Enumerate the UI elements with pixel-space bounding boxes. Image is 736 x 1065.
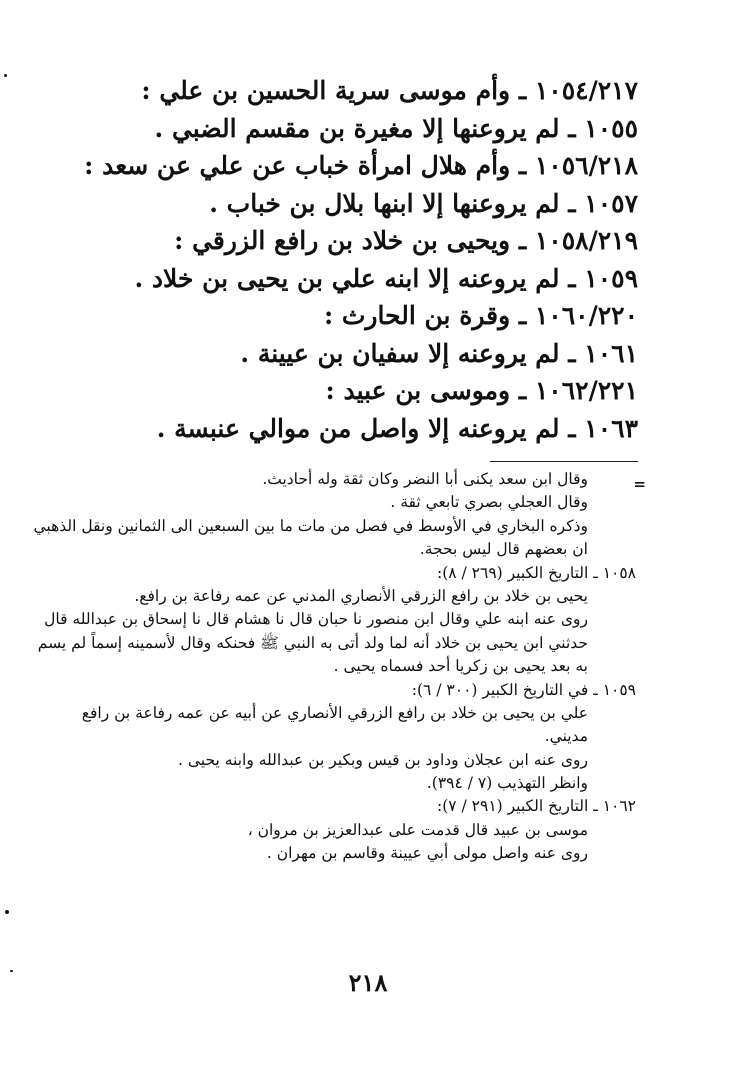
- main-line: ١٠٦١ ـ لم يروعنه إلا سفيان بن عيينة .: [240, 338, 638, 368]
- footnote-line: موسى بن عبيد قال قدمت على عبدالعزيز بن مروان ،: [247, 820, 588, 839]
- footnote-line: حدثني ابن يحيى بن خلاد أنه لما ولد أتى به النبي ﷺ فحنكه وقال لأسمينه إسماً لم يسم: [37, 633, 588, 652]
- footnote-line: روى عنه واصل مولى أبي عيينة وقاسم بن مهران .: [266, 844, 588, 863]
- footnote-heading: ١٠٥٩ ـ في التاريخ الكبير (٣٠٠ / ٦):: [411, 680, 636, 699]
- footnote-continuation-mark: =: [633, 475, 646, 493]
- scan-speck: [5, 910, 9, 914]
- footnote-line: وقال ابن سعد يكنى أبا النضر وكان ثقة وله أحاديث.: [262, 470, 588, 488]
- footnote-line: مديني.: [544, 727, 588, 746]
- footnote-line: وقال العجلي بصري تابعي ثقة .: [390, 493, 588, 512]
- scan-speck: [4, 74, 7, 77]
- main-line: ١٠٦٢/٢٢١ ـ وموسى بن عبيد :: [325, 376, 638, 405]
- footnote-line: وذكره البخاري في الأوسط في فصل من مات ما بين السبعين الى الثمانين ونقل الذهبي: [33, 516, 588, 535]
- footnote-line: روى عنه ابنه علي وقال ابن منصور نا حبان قال نا هشام قال نا إسحاق بن عبدالله قال: [44, 610, 588, 629]
- footnote-line: ان بعضهم قال ليس بحجة.: [419, 540, 588, 559]
- main-line: ١٠٥٥ ـ لم يروعنها إلا مغيرة بن مقسم الضبي .: [154, 113, 638, 143]
- main-text: [78, 72, 638, 447]
- main-line: ١٠٥٤/٢١٧ ـ وأم موسى سرية الحسين بن علي :: [141, 76, 638, 105]
- main-line: ١٠٥٦/٢١٨ ـ وأم هلال امرأة خباب عن علي عن سعد :: [84, 151, 638, 180]
- footnote-separator: [490, 461, 638, 462]
- main-line: ١٠٥٨/٢١٩ ـ ويحيى بن خلاد بن رافع الزرقي :: [174, 226, 638, 255]
- main-line: ١٠٥٧ ـ لم يروعنها إلا ابنها بلال بن خباب .: [209, 188, 638, 218]
- footnote-heading: ١٠٥٨ ـ التاريخ الكبير (٢٦٩ / ٨):: [436, 563, 636, 582]
- footnotes: [24, 468, 636, 866]
- footnote-line: روى عنه ابن عجلان وداود بن قيس وبكير بن عبدالله وابنه يحيى .: [178, 750, 588, 769]
- footnote-line: علي بن يحيى بن خلاد بن رافع الزرقي الأنصاري عن أبيه عن عمه رفاعة بن رافع: [81, 703, 588, 722]
- page-number: ٢١٨: [348, 968, 388, 997]
- scan-speck: [10, 970, 13, 972]
- footnote-heading: ١٠٦٢ ـ التاريخ الكبير (٢٩١ / ٧):: [436, 797, 636, 816]
- footnote-line: وانظر التهذيب (٧ / ٣٩٤).: [426, 774, 588, 793]
- footnote-line: به بعد يحيى بن زكريا أحد فسماه يحيى .: [333, 657, 588, 676]
- footnote-line: يحيى بن خلاد بن رافع الزرقي الأنصاري المدني عن عمه رفاعة بن رافع.: [134, 586, 588, 605]
- main-line: ١٠٥٩ ـ لم يروعنه إلا ابنه علي بن يحيى بن خلاد .: [134, 263, 638, 293]
- main-line: ١٠٦٣ ـ لم يروعنه إلا واصل من موالي عنبسة .: [156, 413, 638, 443]
- main-line: ١٠٦٠/٢٢٠ ـ وقرة بن الحارث :: [323, 301, 638, 330]
